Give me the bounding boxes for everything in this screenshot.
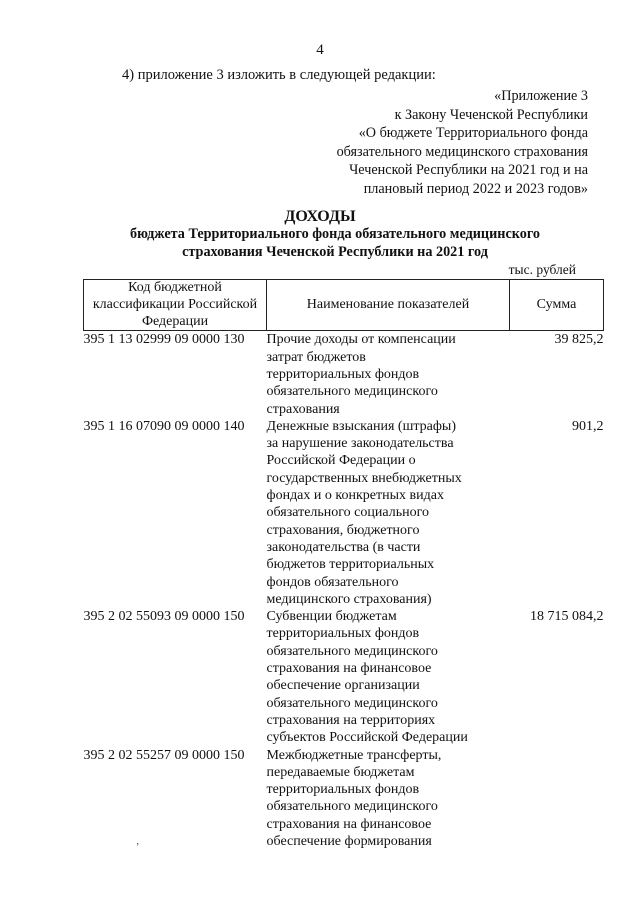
income-table — [83, 279, 604, 850]
budget-code: 395 1 16 07090 09 0000 140 — [83, 418, 245, 434]
indicator-name-line: обязательного медицинского — [266, 643, 438, 659]
indicator-name-line: страхования на финансовое — [266, 816, 432, 832]
table-row — [84, 747, 604, 851]
indicator-name-line: Субвенции бюджетам — [266, 609, 397, 625]
budget-code: 395 2 02 55257 09 0000 150 — [83, 747, 245, 763]
indicator-name-line: Прочие доходы от компенсации — [266, 332, 456, 348]
budget-code: 395 2 02 55093 09 0000 150 — [83, 609, 245, 625]
table-row — [84, 418, 604, 608]
indicator-name-line: обеспечение организации — [266, 678, 420, 694]
indicator-name-line: законодательства (в части — [266, 539, 421, 555]
header-code: Код бюджетной классификации Российской Федерации — [84, 280, 267, 331]
indicator-name-line: государственных внебюджетных — [266, 470, 462, 486]
indicator-name-line: фондов обязательного — [266, 574, 399, 590]
appendix-line: «Приложение 3 — [494, 88, 588, 104]
indicator-name — [267, 747, 510, 851]
indicator-name-line: страхования — [266, 401, 340, 417]
appendix-line: Чеченской Республики на 2021 год и на — [349, 162, 588, 179]
indicator-name-line: территориальных фондов — [266, 782, 420, 798]
indicator-name-line: страхования на финансовое — [266, 661, 432, 677]
table-row — [84, 331, 604, 418]
appendix-line: обязательного медицинского страхования — [336, 143, 588, 160]
indicator-name-line: бюджетов территориальных — [266, 557, 435, 573]
indicator-name-line: затрат бюджетов — [266, 349, 366, 365]
budget-code: 395 1 13 02999 09 0000 130 — [83, 332, 245, 348]
table-body — [84, 331, 604, 850]
subtitle-line: страхования Чеченской Республики на 2021 год — [182, 243, 488, 260]
indicator-name-line: за нарушение законодательства — [266, 436, 454, 452]
indicator-name-line: обязательного медицинского — [266, 799, 438, 815]
indicator-name-line: страхования на территориях — [266, 712, 436, 728]
indicator-name — [267, 418, 510, 608]
indicator-name-line: обязательного медицинского — [266, 695, 438, 711]
header-name: Наименование показателей — [267, 280, 510, 331]
appendix-header — [337, 87, 588, 199]
page-number: 4 — [316, 42, 324, 58]
indicator-name-line: фондах и о конкретных видах — [266, 488, 444, 504]
document-subtitle — [110, 226, 560, 261]
indicator-name-line: обеспечение формирования — [266, 834, 432, 849]
indicator-name-line: медицинского страхования) — [266, 591, 432, 607]
indicator-name-line: субъектов Российской Федерации — [266, 730, 468, 746]
indicator-name — [267, 608, 510, 746]
amount: 39 825,2 — [554, 332, 604, 348]
table-row — [84, 608, 604, 746]
appendix-line: к Закону Чеченской Республики — [394, 106, 588, 123]
document-title: ДОХОДЫ — [284, 208, 356, 225]
indicator-name-line: Денежные взыскания (штрафы) — [266, 418, 456, 434]
indicator-name-line: обязательного социального — [266, 505, 429, 521]
table-header-row — [84, 280, 604, 331]
indicator-name-line: Российской Федерации о — [266, 453, 416, 469]
unit-note: тыс. рублей — [508, 262, 576, 277]
indicator-name-line: Межбюджетные трансферты, — [266, 747, 442, 763]
indicator-name-line: обязательного медицинского — [266, 384, 438, 400]
indicator-name-line: передаваемые бюджетам — [266, 764, 415, 780]
indicator-name-line: страхования, бюджетного — [266, 522, 420, 538]
amount — [510, 747, 604, 851]
amount: 18 715 084,2 — [530, 609, 604, 625]
header-sum: Сумма — [510, 280, 604, 331]
indicator-name-line: территориальных фондов — [266, 366, 420, 382]
indicator-name-line: территориальных фондов — [266, 626, 420, 642]
stray-mark: ‚ — [136, 836, 140, 847]
intro-text: 4) приложение 3 изложить в следующей редакции: — [122, 67, 436, 83]
subtitle-line: бюджета Территориального фонда обязательного медицинского — [129, 226, 541, 242]
amount: 901,2 — [572, 418, 604, 434]
appendix-line: плановый период 2022 и 2023 годов» — [363, 180, 588, 197]
appendix-line: «О бюджете Территориального фонда — [358, 125, 588, 142]
indicator-name — [267, 331, 510, 418]
